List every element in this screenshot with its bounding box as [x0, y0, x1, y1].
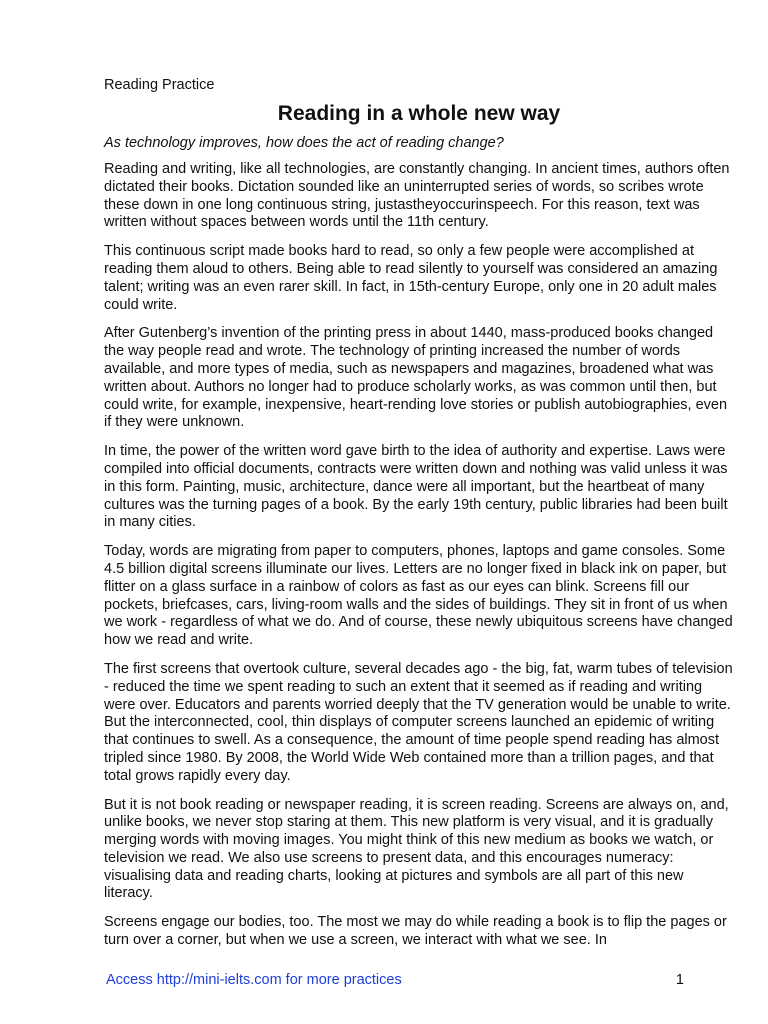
paragraph: Screens engage our bodies, too. The most we may do while reading a book is to flip the pages or turn over a corner, but when we use a screen, we interact with what we see. In [104, 914, 727, 949]
paragraph: In time, the power of the written word gave birth to the idea of authority and expertise. Laws were compiled into official documents, contracts were written down and nothing was valid unless it was in this form. Painting, music, architecture, dance were all important, but the heartbeat of many cultures was the turning pages of a book. By the early 19th century, public libraries had been built in many cities. [104, 443, 728, 531]
article-body [104, 161, 734, 950]
page-number: 1 [675, 972, 684, 988]
page-title: Reading in a whole new way [277, 102, 561, 125]
paragraph: But it is not book reading or newspaper reading, it is screen reading. Screens are always on, and, unlike books, we never stop staring at them. This new platform is very visual, and it is gradually merging words with moving images. You might think of this new medium as books we watch, or television we read. We also use screens to present data, and this encourages numeracy: visualising data and reading charts, looking at pictures and symbols are all part of this new literacy. [104, 796, 729, 902]
page-subtitle: As technology improves, how does the act of reading change? [104, 135, 504, 151]
paragraph: This continuous script made books hard to read, so only a few people were accomplished at reading them aloud to others. Being able to read silently to yourself was considered an amazing talent; writing was an even rarer skill. In fact, in 15th-century Europe, only one in 20 adult males could write. [104, 243, 718, 313]
paragraph: Today, words are migrating from paper to computers, phones, laptops and game consoles. Some 4.5 billion digital screens illuminate our lives. Letters are no longer fixed in black ink on paper, but flitter on a glass surface in a rainbow of colors as fast as our eyes can blink. Screens fill our pockets, briefcases, cars, living-room walls and the sides of buildings. They sit in front of us when we work - regardless of what we do. And of course, these newly ubiquitous screens have changed how we read and write. [104, 543, 733, 649]
paragraph: Reading and writing, like all technologies, are constantly changing. In ancient times, authors often dictated their books. Dictation sounded like an uninterrupted series of words, so scribes wrote these down in one long continuous string, justastheyoccurinspeech. For this reason, text was written without spaces between words until the 11th century. [104, 161, 730, 231]
paragraph: The first screens that overtook culture, several decades ago - the big, fat, warm tubes of television - reduced the time we spent reading to such an extent that it seemed as if reading and writing were over. Educators and parents worried deeply that the TV generation would be unable to write. But the interconnected, cool, thin displays of computer screens launched an epidemic of writing that continues to swell. As a consequence, the amount of time people spend reading has almost tripled since 1980. By 2008, the World Wide Web contained more than a trillion pages, and that total grows rapidly every day. [104, 660, 733, 784]
document-page [104, 76, 734, 961]
paragraph: After Gutenberg’s invention of the printing press in about 1440, mass-produced books changed the way people read and wrote. The technology of printing increased the number of words available, and more types of media, such as newspapers and magazines, broadened what was written about. Authors no longer had to produce scholarly works, as was common until then, but could write, for example, inexpensive, heart-rending love stories or publish autobiographies, even if they were unknown. [104, 325, 728, 431]
page-footer [106, 971, 684, 989]
footer-link[interactable]: Access http://mini-ielts.com for more practices [106, 972, 402, 988]
section-label: Reading Practice [104, 77, 215, 93]
